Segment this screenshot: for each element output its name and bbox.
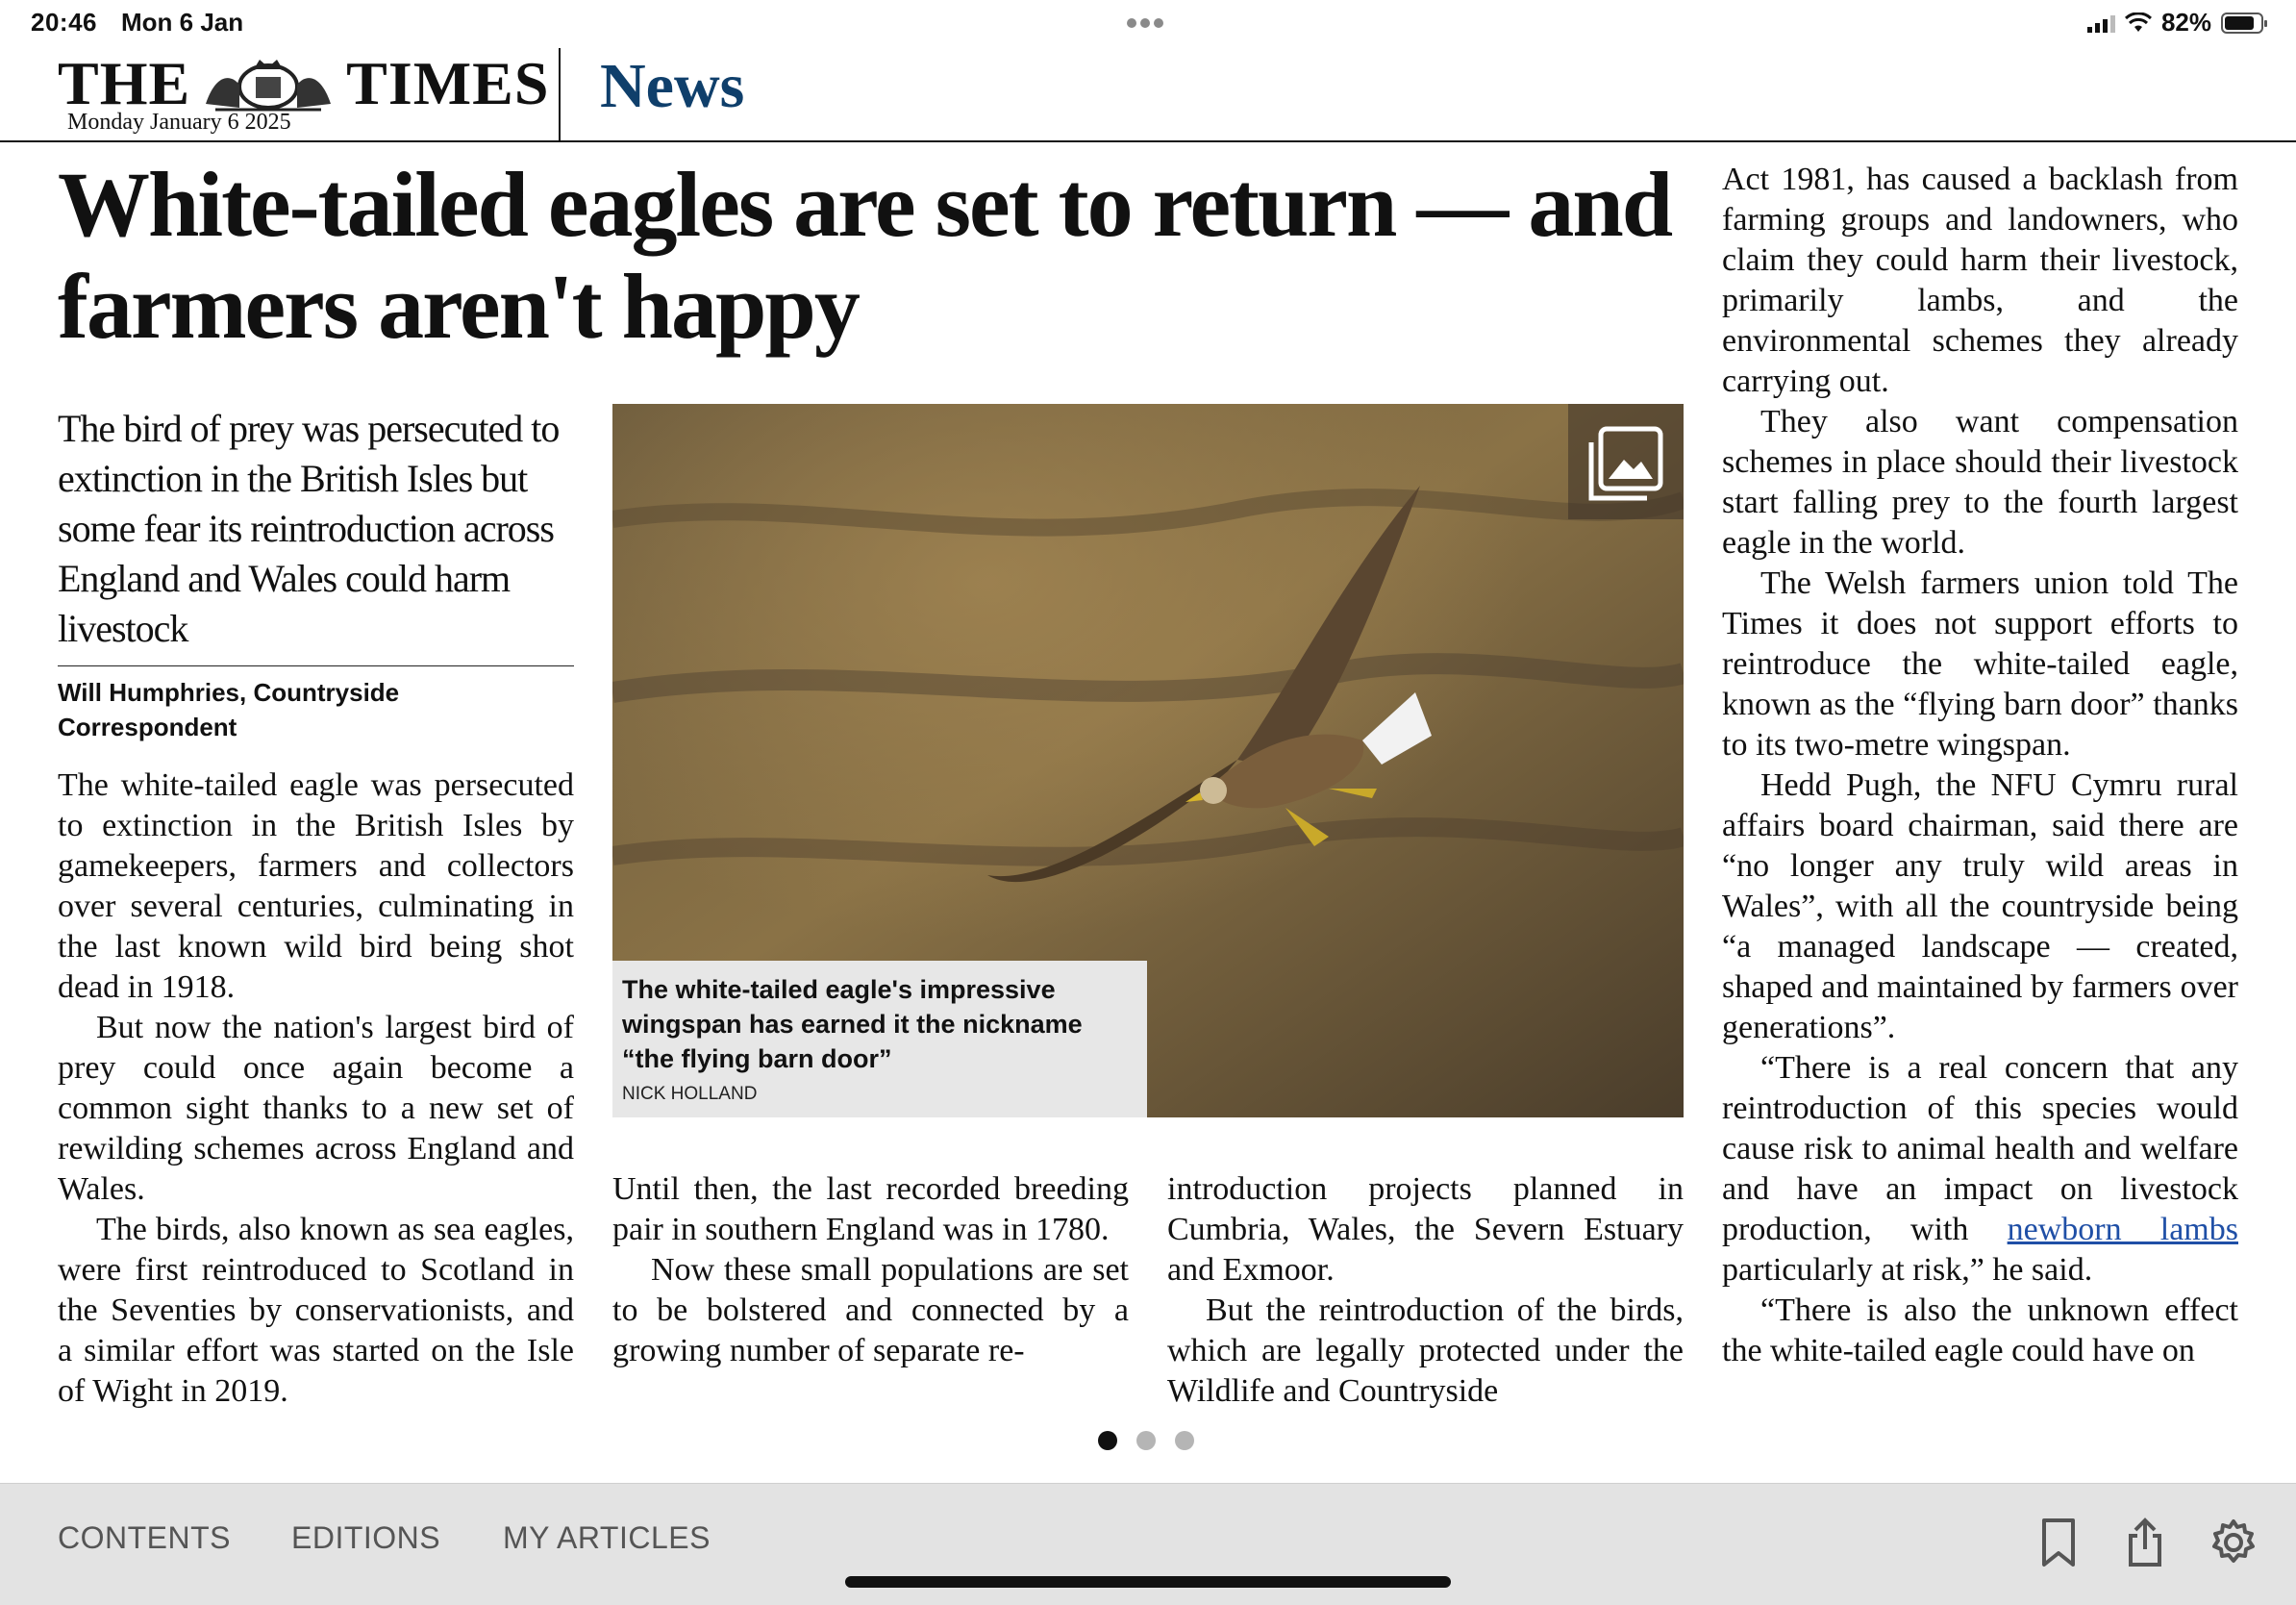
royal-crest-icon xyxy=(196,56,340,112)
paragraph: Now these small populations are set to be bolstered and connected by a growing number of separate re- xyxy=(612,1252,1129,1368)
paragraph: The birds, also known as sea eagles, were first reintroduced to Scotland in the Seventies by conservationists, and a similar effort was started on the Isle of Wight in 2019. xyxy=(58,1212,574,1409)
article-photo[interactable] xyxy=(612,404,1684,1117)
editions-button[interactable]: EDITIONS xyxy=(291,1520,441,1555)
paragraph: “There is also the unknown effect the white-tailed eagle could have on xyxy=(1722,1292,2238,1368)
photo-caption xyxy=(612,961,1147,1117)
page-dot-1[interactable] xyxy=(1098,1431,1117,1450)
cellular-signal-icon xyxy=(2087,13,2115,33)
gallery-button[interactable] xyxy=(1568,404,1684,519)
paragraph xyxy=(1722,1048,2238,1291)
masthead xyxy=(0,44,2296,142)
paragraph: Hedd Pugh, the NFU Cymru rural affairs board chairman, said there are “no longer any truly wild areas in Wales”, with all the countryside being “a managed landscape — created, shaped and maintained by farmers over generations”. xyxy=(1722,767,2238,1045)
caption-text: The white-tailed eagle's impressive wingspan has earned it the nickname “the flying barn door” xyxy=(622,975,1083,1073)
status-right xyxy=(2087,8,2263,38)
my-articles-button[interactable]: MY ARTICLES xyxy=(503,1520,711,1555)
paragraph: The white-tailed eagle was persecuted to extinction in the British Isles by gamekeepers, farmers and collectors over several centuries, culminating in the last known wild bird being shot dead in 1918. xyxy=(58,767,574,1005)
paragraph: But now the nation's largest bird of prey could once again become a common sight thanks to a new set of rewilding schemes across England and Wales. xyxy=(58,1010,574,1207)
home-indicator[interactable] xyxy=(845,1576,1451,1588)
text: “There is a real concern that any reintroduction of this species would cause risk to animal health and welfare and have an impact on livestock production, with xyxy=(1722,1050,2238,1247)
status-date: Mon 6 Jan xyxy=(121,8,244,37)
status-time: 20:46 xyxy=(31,8,97,37)
paragraph: But the reintroduction of the birds, which are legally protected under the Wildlife and Countryside xyxy=(1167,1292,1684,1409)
status-bar xyxy=(0,0,2296,44)
logo-the: THE xyxy=(58,49,191,117)
share-icon[interactable] xyxy=(2123,1517,2167,1568)
multitasking-dots[interactable] xyxy=(1127,15,1167,33)
article-column-4 xyxy=(1722,160,2238,1371)
battery-icon xyxy=(2221,13,2263,34)
page-dot-2[interactable] xyxy=(1136,1431,1156,1450)
settings-icon[interactable] xyxy=(2209,1517,2258,1568)
article-column-2 xyxy=(612,1169,1129,1371)
edition-date: Monday January 6 2025 xyxy=(67,110,291,135)
article-headline: White-tailed eagles are set to return — and farmers aren't happy xyxy=(58,153,1672,358)
page-dot-3[interactable] xyxy=(1175,1431,1194,1450)
paragraph: They also want compensation schemes in place should their livestock start falling prey to the fourth largest eagle in the world. xyxy=(1722,404,2238,561)
paragraph: The Welsh farmers union told The Times it does not support efforts to reintroduce the white-tailed eagle, known as the “flying barn door” thanks to its two-metre wingspan. xyxy=(1722,565,2238,763)
times-logo[interactable] xyxy=(58,48,549,119)
photo-credit: NICK HOLLAND xyxy=(622,1084,758,1104)
article-standfirst: The bird of prey was persecuted to extinction in the British Isles but some fear its reintroduction across England and Wales could harm livestock xyxy=(58,407,560,650)
gallery-icon xyxy=(1568,404,1684,519)
newborn-lambs-link[interactable]: newborn lambs xyxy=(2007,1212,2238,1247)
paragraph: Act 1981, has caused a backlash from farming groups and landowners, who claim they could harm their livestock, primarily lambs, and the environmental schemes they already carrying out. xyxy=(1722,162,2238,399)
article-column-1 xyxy=(58,765,574,1412)
article-byline[interactable]: Will Humphries, Countryside Correspondent xyxy=(58,678,400,741)
battery-percentage: 82% xyxy=(2160,8,2211,37)
bookmark-icon[interactable] xyxy=(2036,1517,2081,1568)
contents-button[interactable]: CONTENTS xyxy=(58,1520,231,1555)
logo-times: TIMES xyxy=(346,49,550,117)
page-indicator[interactable] xyxy=(1098,1431,1194,1450)
article-column-3 xyxy=(1167,1169,1684,1412)
text: particularly at risk,” he said. xyxy=(1722,1252,2093,1288)
masthead-divider xyxy=(559,48,561,140)
toolbar-icons xyxy=(2036,1517,2258,1568)
paragraph: introduction projects planned in Cumbria, Wales, the Severn Estuary and Exmoor. xyxy=(1167,1171,1684,1288)
wifi-icon xyxy=(2125,13,2152,34)
byline-rule xyxy=(58,665,574,666)
section-title[interactable]: News xyxy=(600,51,745,121)
paragraph: Until then, the last recorded breeding pair in southern England was in 1780. xyxy=(612,1171,1129,1247)
